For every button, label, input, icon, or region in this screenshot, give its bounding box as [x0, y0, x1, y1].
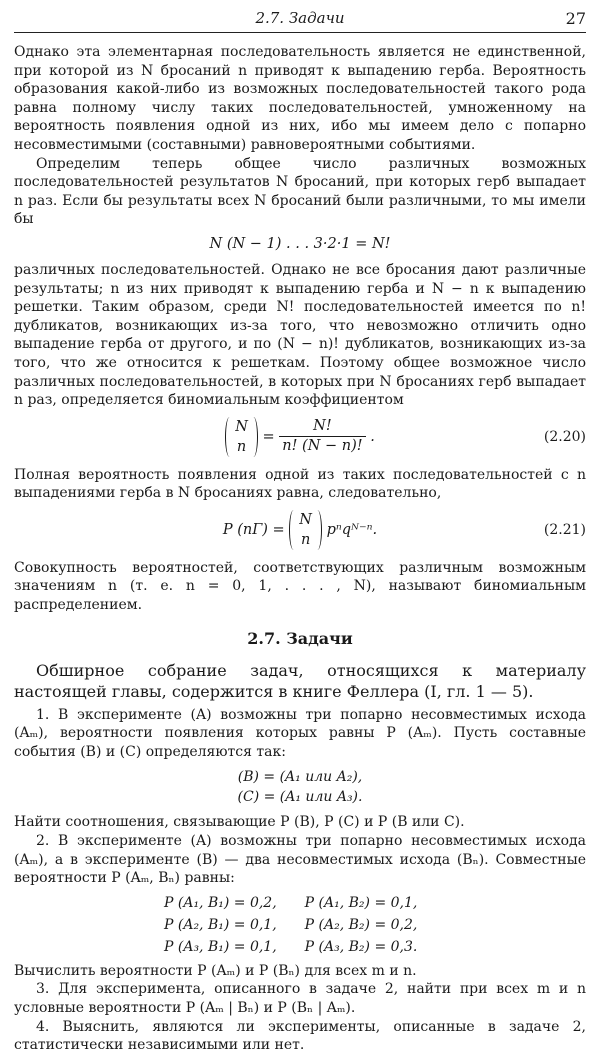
binomial-coefficient: N n [289, 510, 322, 550]
event-definitions: (B) = (A₁ или A₂), (C) = (A₁ или A₃). [237, 769, 363, 806]
page-number: 27 [565, 9, 586, 28]
paragraph-3: различных последовательностей. Однако не все бросания дают различные результаты; n из них приводят к выпадению герба и N − n к выпадению решетки. Таким образом, среди N! последовательностей имеется по n! дубликатов, возникающих из-за того, что невозможно отличить одно выпадение герба от другого, и по (N − n)! дубликатов, возникающих из-за того, что же относится к решеткам. Поэтому общее возможное число различных последовательностей, в которых при N бросаниях герб выпадает n раз, определяется биномиальным коэффициентом [14, 261, 586, 409]
problem-2-question: Вычислить вероятности P (Aₘ) и P (Bₙ) для всех m и n. [14, 962, 417, 979]
table-row: P (A₂, B₁) = 0,1, P (A₂, B₂) = 0,2, [164, 916, 418, 933]
problem-3: 3. Для эксперимента, описанного в задаче 2, найти при всех m и n условные вероятности P (Aₘ | Bₙ) и P (Bₙ | Aₘ). [14, 981, 586, 1016]
paragraph-2: Определим теперь общее число различных возможных последовательностей результатов N бросаний, при которых герб выпадает n раз. Если бы результаты всех N бросаний были различными, то мы имели бы [14, 155, 586, 228]
paragraph-5: Совокупность вероятностей, соответствующих различным возможным значениям n (т. е. n = 0, 1, . . . , N), называют биномиальным распределением. [14, 559, 586, 614]
fraction: $\frac{N!}{n! (N - n)!}$ [279, 417, 365, 456]
paragraph-1: Однако эта элементарная последовательность является не единственной, при которой из N бросаний n приводят к выпадению герба. Вероятность образования какой-либо из возможных последовательностей такого рода равна полному числу таких последовательностей, умноженному на вероятность появления одной из них, ибо мы имеем дело с попарно несовместимыми (составными) равновероятными событиями. [14, 44, 586, 153]
problem-1: 1. В эксперименте (A) возможны три попарно несовместимых исхода (Aₘ), вероятности появления которых равны P (Aₘ). Пусть составные события (B) и (C) определяются так: [14, 706, 586, 760]
binomial-coefficient: N n [225, 417, 258, 457]
formula-factorial: N (N − 1) . . . 3·2·1 = N! [209, 235, 391, 252]
equation-number: (2.21) [543, 521, 586, 538]
section-heading: 2.7. Задачи [247, 628, 353, 648]
problem-4: 4. Выяснить, являются ли эксперименты, описанные в задаче 2, статистически независимыми или нет. [14, 1018, 586, 1054]
section-intro: Обширное собрание задач, относящихся к материалу настоящей главы, содержится в книге Феллера (I, гл. 1 — 5). [14, 660, 586, 701]
paragraph-4: Полная вероятность появления одной из таких последовательностей с n выпадениями герба в N бросаниях равна, следовательно, [14, 466, 586, 502]
formula-2-20: N n = $\frac{N!}{n! (N - n)!}$ . (2.20) [14, 417, 586, 457]
problem-1-question: Найти соотношения, связывающие P (B), P (C) и P (B или C). [14, 814, 465, 831]
formula-2-21: P (nΓ) = N n pⁿqᴺ⁻ⁿ. (2.21) [222, 511, 586, 548]
page [14, 6, 586, 1055]
table-row: P (A₁, B₁) = 0,2, P (A₁, B₂) = 0,1, [164, 894, 418, 911]
joint-probability-table [164, 892, 445, 958]
equation-number: (2.20) [543, 428, 586, 445]
table-row: P (A₃, B₁) = 0,1, P (A₃, B₂) = 0,3. [164, 938, 418, 955]
running-header [14, 6, 586, 33]
header-title: 2.7. Задачи [255, 9, 345, 27]
problem-2: 2. В эксперименте (A) возможны три попарно несовместимых исхода (Aₘ), а в эксперименте (B) — два несовместимых исхода (Bₙ). Совместные вероятности P (Aₘ, Bₙ) равны: [14, 833, 586, 887]
